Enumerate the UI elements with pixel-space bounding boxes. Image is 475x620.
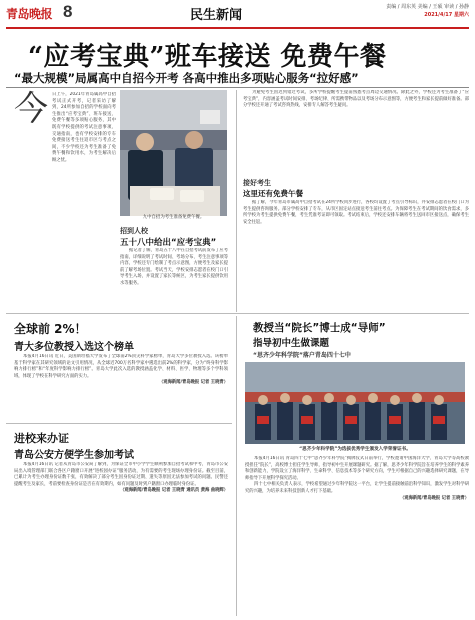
article4-source: （观海新闻/青岛晚报 记者 王晓青 通讯员 黄海 曲晓辉） [120,488,228,494]
article4-paragraph: 本报4月16日讯 记者从青岛市公安局了解到，为保证全市中小学学生顺利参加自招考试和中考，青岛市公安局出入境管理部门联合各区户籍窗口开展“进校园办证”服务活动，为有需要的考生现场办理身份证。截至目前，已累计为考生办理身份证数千张，有效解决了部分考生因身份证过期、遗失等原因无法参加考试的问题。民警还提醒考生及家长，考前要检查身份证是否在有效期内，如有问题及时到户籍窗口办理临时身份证。 [14,462,228,487]
article3-source: （观海新闻/青岛晚报 记者 王晓青） [158,380,228,386]
article5-text [245,456,469,614]
article2-kicker: 招到人校 [120,227,148,235]
lead-text-col1 [52,92,116,212]
article5-paragraph: 本报4月16日讯 青岛四十七中“思齐少年科学院”揭牌仪式日前举行，学校邀请中国海洋大学、青岛大学等高校教授担任“院长”，高校博士担任学生导师，指导初中生开展课题研究。据了解，思齐少年科学院旨在培养学生的科学素养和创新能力，学院设立了海洋科学、生命科学、信息技术等多个研究方向，学生可根据自己的兴趣选择研究课题，在导师指导下开展科学探究活动。 [245,456,469,481]
article2-title: 五十八中给出“应考宝典” [120,238,217,248]
academy-photo-image [245,362,465,444]
dropcap: 今 [14,89,48,129]
article5-title: 教授当“院长”博士成“导师” [253,322,386,334]
main-subheadline: “最大规模”局属高中自招今开考 各高中推出多项贴心服务“拉好感” [14,71,359,85]
page-header [0,0,475,27]
lunch-photo-caption: 九中自招为考生准备免费午餐。 [142,215,205,220]
article5-subtitle2: “思齐少年科学院”落户青岛四十七中 [253,352,351,359]
lunch-photo [120,90,227,216]
lunch-photo-image [120,90,227,216]
article4-subtitle: 青岛公安方便学生参加考试 [14,450,134,461]
page-number: 8 [63,2,73,21]
section-divider [6,313,469,314]
article3-paragraph: 本报4月16日讯 近日，美国斯坦福大学发布了全球前2%顶尖科学家榜单，青岛大学多位教授入选。该榜单基于科学家在其研究领域的论文引用情况，从全球近700万名科学家中遴选出前2%的科学家，分为“终身科学影响力排行榜”和“年度科学影响力排行榜”。青岛大学此次入选的教授涵盖化学、材料、医学、物理等多个学科领域，体现了学校在科学研究方面的实力。 [14,354,228,379]
issue-date: 2021/4/17 星期六 [424,12,469,18]
article2-text [120,248,228,306]
headline-rule [6,87,469,88]
lead-text-col3b [243,200,469,310]
lower-column-divider [236,316,237,616]
article5-paragraph2: 四十七中相关负责人表示，学校希望通过少年科学院这一平台，让学生提前接触前沿科学知识，激发学生对科学研究的兴趣，为培养未来科技创新人才打下基础。 [245,482,469,494]
article4-title: 进校来办证 [14,432,69,445]
article5-source: （观海新闻/青岛晚报 记者 王晓青） [399,495,469,501]
article3-text [14,354,228,418]
header-rule [6,27,469,29]
lead-sub-kicker: 接好考生 [243,179,271,187]
header-meta [386,3,469,19]
lead-paragraph: 日上午，2021年青岛属高中自招考试正式开考，记者采访了解到，24所参加自招的学校面向考生推出“应考宝典”、班车接送、免费午餐等多项贴心服务，其中既有学校提供的考试注意事项、交通指南，也有学校安排的专车免费接送考生往返市区与考点之间，不少学校还为考生准备了免费午餐和饮用水，为考生解决后顾之忧。 [52,92,116,163]
lead-text-col3 [243,90,469,170]
academy-photo-caption: “思齐少年科学院”为选拔优秀学生颁发入学荣誉证书。 [299,447,411,452]
article3-title: 全球前 2%！ [14,322,87,336]
academy-photo [245,362,465,444]
lead-sub-title: 这里还有免费午餐 [243,189,303,198]
column-divider [236,90,237,312]
lead-paragraph-col3b: 据了解，今年青岛市属高中自招考试在24所学校同步进行，各校均设置了考点引导标识，并安排志愿者在校门口为考生提供咨询服务。部分学校安排了专车，从市区固定站点接送考生前往考点。为保障考生在考试期间的饮食需求，多所学校为考生提供免费午餐，考生凭准考证即可领取。考试结束后，学校还安排车辆将考生送回市区接送点，确保考生安全往返。 [243,200,469,225]
article3-divider [6,423,232,424]
main-headline: “应考宝典”班车接送 免费午餐 [28,42,387,72]
newspaper-logo: 青岛晚报 [6,7,53,21]
article5-subtitle: 指导初中生做课题 [253,338,330,349]
lead-paragraph-col3: 为避免考生因迟到错过考试，多所学校提醒考生提前熟悉考点周边交通情况。除此之外，学校还为考生准备了“应考宝典”，内容涵盖考试时间安排、考场纪律、所需携带物品以及考场分布示意图等，方便考生和家长提前做好准备。部分学校还开通了考试咨询热线，安排专人解答考生疑问。 [243,90,469,109]
article2-paragraph: 据记者了解，青岛五十八中在自招考试前发布了应考指南，详细说明了考试时间、考场分布、考生注意事项等内容，学校还专门绘制了考点示意图，方便考生及家长提前了解考场位置。考试当天，学校安排志愿者在校门口引导考生入场，并设置了家长等候区，为考生家长提供饮用水等服务。 [120,248,228,286]
article3-subtitle: 青大多位教授入选这个榜单 [14,342,134,353]
article4-text [14,462,228,612]
section-title: 民生新闻 [190,8,243,23]
editor-line: 责编 / 周东英 美编 / 王硕 审读 / 孙静 [386,4,469,10]
